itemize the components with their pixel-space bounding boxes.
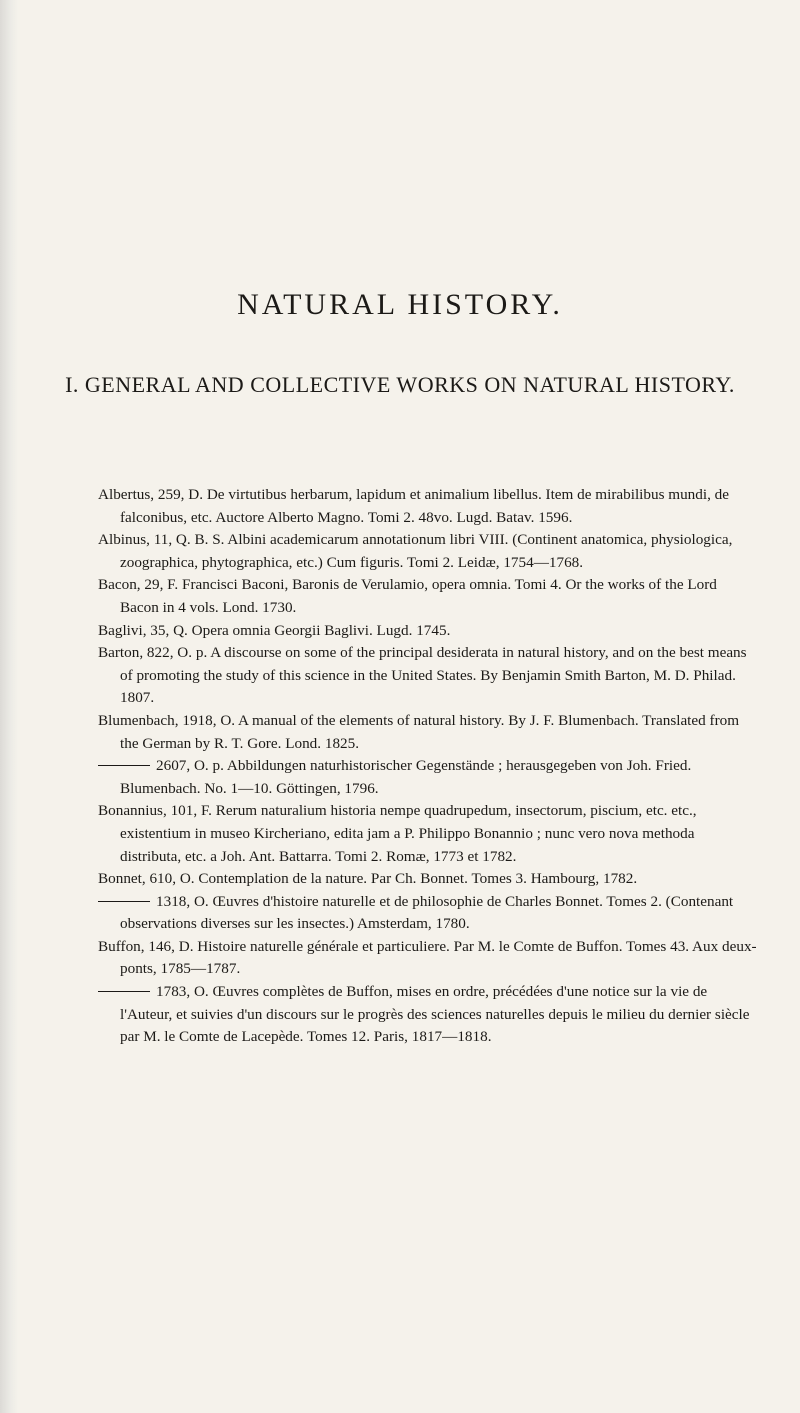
section-title: I. GENERAL AND COLLECTIVE WORKS ON NATURAL HISTORY. (65, 372, 735, 397)
bibliography-entry-continuation (98, 981, 758, 1049)
page-edge-shadow (0, 0, 18, 1413)
page-title: NATURAL HISTORY. (237, 288, 563, 321)
ditto-dash (98, 901, 150, 902)
bibliography-entry (98, 800, 758, 868)
entry-text: Bacon, 29, F. Francisci Baconi, Baronis de Verulamio, opera omnia. Tomi 4. Or the works of the Lord Bacon in 4 vols. Lond. 1730. (98, 576, 717, 616)
entry-text: Barton, 822, O. p. A discourse on some of the principal desiderata in natural history, and on the best means of promoting the study of this science in the United States. By Benjamin Smith Barton, M. D. Philad. 1807. (98, 644, 747, 707)
bibliography-entry (98, 484, 758, 529)
entry-text: Blumenbach, 1918, O. A manual of the elements of natural history. By J. F. Blumenbach. Translated from the German by R. T. Gore. Lond. 1825. (98, 711, 740, 752)
bibliography-entry-continuation (98, 891, 758, 936)
entry-text: 2607, O. p. Abbildungen naturhistorischer Gegenstände ; herausgegeben von Joh. Fried. Blumenbach. No. 1—10. Göttingen, 1796. (120, 757, 692, 797)
bibliography-list (98, 484, 758, 1049)
entry-text: Bonnet, 610, O. Contemplation de la nature. Par Ch. Bonnet. Tomes 3. Hambourg, 1782. (98, 870, 638, 888)
entry-text: Albertus, 259, D. De virtutibus herbarum, lapidum et animalium libellus. Item de mirabilibus mundi, de falconibus, etc. Auctore Alberto Magno. Tomi 2. 48vo. Lugd. Batav. 1596. (98, 486, 730, 526)
bibliography-entry (98, 936, 758, 981)
entry-text: Baglivi, 35, Q. Opera omnia Georgii Baglivi. Lugd. 1745. (98, 621, 451, 639)
bibliography-entry (98, 620, 758, 643)
ditto-dash (98, 991, 150, 992)
entry-text: Buffon, 146, D. Histoire naturelle générale et particuliere. Par M. le Comte de Buffon. Tomes 43. Aux deux-ponts, 1785—1787. (98, 937, 757, 978)
ditto-dash (98, 765, 150, 766)
bibliography-entry (98, 868, 758, 891)
bibliography-entry-continuation (98, 755, 758, 800)
entry-text: Bonannius, 101, F. Rerum naturalium historia nempe quadrupedum, insectorum, piscium, etc. etc., existentium in museo Kircheriano, edita jam a P. Philippo Bonannio ; nunc vero nova methoda distributa, etc. a Joh. Ant. Battarra. Tomi 2. Romæ, 1773 et 1782. (98, 802, 697, 865)
bibliography-entry (98, 710, 758, 755)
bibliography-entry (98, 642, 758, 710)
entry-text: 1783, O. Œuvres complètes de Buffon, mises en ordre, précédées d'une notice sur la vie de l'Auteur, et suivies d'un discours sur le progrès des sciences naturelles depuis le milieu du dernier siècle par M. le Comte de Lacepède. Tomes 12. Paris, 1817—1818. (120, 983, 750, 1046)
bibliography-entry (98, 529, 758, 574)
entry-text: Albinus, 11, Q. B. S. Albini academicarum annotationum libri VIII. (Continent anatomica, physiologica, zoographica, phytographica, etc.) Cum figuris. Tomi 2. Leidæ, 1754—1768. (98, 531, 733, 571)
entry-text: 1318, O. Œuvres d'histoire naturelle et de philosophie de Charles Bonnet. Tomes 2. (Contenant observations diverses sur les insectes.) Amsterdam, 1780. (120, 892, 734, 933)
bibliography-entry (98, 574, 758, 619)
